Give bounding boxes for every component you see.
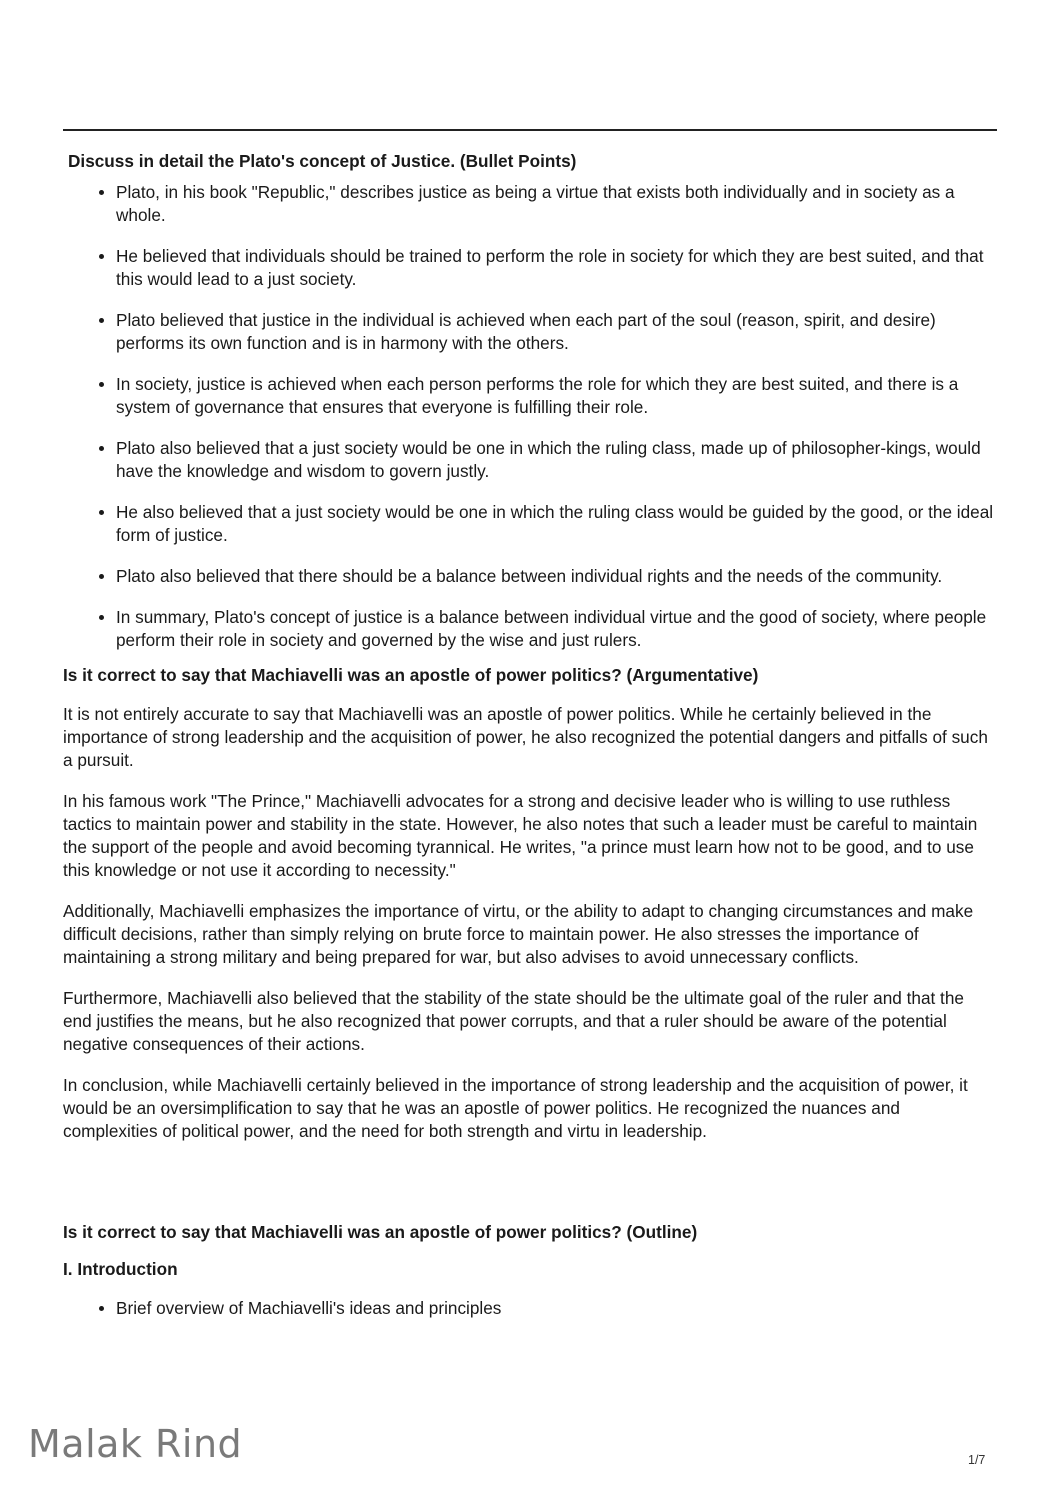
question-1-heading: Discuss in detail the Plato's concept of Justice. (Bullet Points) <box>68 151 577 171</box>
list-item: Plato also believed that a just society would be one in which the ruling class, made up of philosopher-kings, would have the knowledge and wisdom to govern justly. <box>63 437 997 483</box>
header-rule <box>63 129 997 131</box>
question-2-heading: Is it correct to say that Machiavelli was an apostle of power politics? (Argumentative) <box>63 665 759 685</box>
paragraph: In conclusion, while Machiavelli certainly believed in the importance of strong leadership and the acquisition of power, it would be an oversimplification to say that he was an apostle of power politics. He recognized the nuances and complexities of political power, and the need for both strength and virtu in leadership. <box>63 1075 968 1141</box>
watermark-logo: Malak Rind <box>28 1422 243 1466</box>
list-item: In summary, Plato's concept of justice is a balance between individual virtue and the good of society, where people perform their role in society and governed by the wise and just rulers. <box>63 606 997 652</box>
outline-section-title: I. Introduction <box>63 1259 178 1279</box>
list-item: He also believed that a just society would be one in which the ruling class would be guided by the good, or the ideal form of justice. <box>63 501 997 547</box>
question-3-heading: Is it correct to say that Machiavelli was an apostle of power politics? (Outline) <box>63 1222 698 1242</box>
list-item: Plato, in his book "Republic," describes justice as being a virtue that exists both individually and in society as a whole. <box>63 181 997 227</box>
section-spacer <box>63 1161 997 1223</box>
paragraph: It is not entirely accurate to say that Machiavelli was an apostle of power politics. While he certainly believed in the importance of strong leadership and the acquisition of power, he also recognized the potential dangers and pitfalls of such a pursuit. <box>63 704 988 770</box>
paragraph: In his famous work "The Prince," Machiavelli advocates for a strong and decisive leader who is willing to use ruthless tactics to maintain power and stability in the state. However, he also notes that such a leader must be careful to maintain the support of the people and avoid becoming tyrannical. He writes, "a prince must learn how not to be good, and to use this knowledge or not use it according to necessity." <box>63 791 978 880</box>
list-item: Plato believed that justice in the individual is achieved when each part of the soul (reason, spirit, and desire) performs its own function and is in harmony with the others. <box>63 309 997 355</box>
list-item: Plato also believed that there should be a balance between individual rights and the needs of the community. <box>63 565 997 588</box>
question-1-bullet-list <box>63 181 997 652</box>
list-item: In society, justice is achieved when each person performs the role for which they are best suited, and there is a system of governance that ensures that everyone is fulfilling their role. <box>63 373 997 419</box>
question-3-bullet-list <box>63 1297 997 1320</box>
page-number: 1/7 <box>968 1453 986 1467</box>
list-item: Brief overview of Machiavelli's ideas and principles <box>63 1297 997 1320</box>
list-item: He believed that individuals should be trained to perform the role in society for which they are best suited, and that this would lead to a just society. <box>63 245 997 291</box>
document-body <box>63 150 997 1338</box>
paragraph: Additionally, Machiavelli emphasizes the importance of virtu, or the ability to adapt to changing circumstances and make difficult decisions, rather than simply relying on brute force to maintain power. He also stresses the importance of maintaining a strong military and being prepared for war, but also advises to avoid unnecessary conflicts. <box>63 901 974 967</box>
paragraph: Furthermore, Machiavelli also believed that the stability of the state should be the ultimate goal of the ruler and that the end justifies the means, but he also recognized that power corrupts, and that a ruler should be aware of the potential negative consequences of their actions. <box>63 988 964 1054</box>
